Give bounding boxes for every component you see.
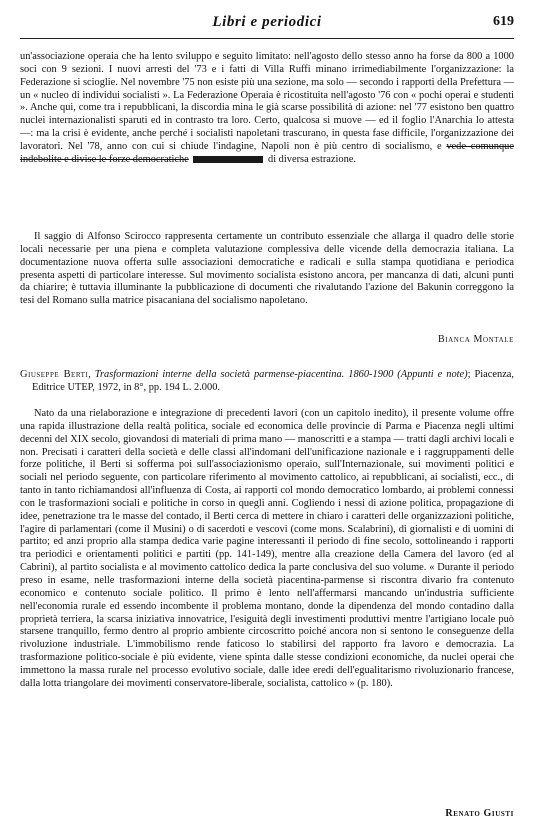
book-author: Giuseppe Berti — [20, 369, 89, 380]
struck-text: vede comunque indebolite e divise le forze democratiche — [20, 140, 514, 165]
review-one-conclusion: Il saggio di Alfonso Scirocco rappresenta certamente un contributo essenziale che allarga il quadro delle storie locali necessarie per una piena e completa valutazione complessiva delle vicende della democrazia italiana. La documentazione nuova offerta sulle associazioni democratiche e radicali e sulla stampa quotidiana e periodica presenta aspetti di particolare interesse. Sul movimento socialista esistono ancora, per mancanza di dati, alcuni punti da chiarire; è tuttavia illuminante la pubblicazione di documenti che rivalutando l'azione del Bakunin correggono la tesi del Romano sulla matrice pisacaniana del socialismo napoletano. — [20, 231, 514, 307]
bibliographic-entry: Giuseppe Berti, Trasformazioni interne della società parmense-piacentina. 1860-1900 (Appunti e note); Piacenza, Editrice UTEP, 1972, in 8°, pp. 194 L. 2.000. — [20, 369, 515, 393]
review-one-signature: Bianca Montale — [437, 334, 514, 345]
book-publication: ; Piacenza, Editrice UTEP, 1972, in 8°, pp. 194 L. 2.000. — [32, 369, 515, 393]
review-one-text: un'associazione operaia che ha lento sviluppo e seguito limitato: nell'agosto dello stesso anno ha forse da 800 a 1000 soci con 9 sezioni. I nuovi arresti del '73 e i fatti di Villa Ruffi minano irrimediabilmente l'organizzazione: la Federazione si scioglie. Nel novembre '75 non esiste più una sezione, ma solo — secondo i rapporti della Prefettura — un « nucleo di individui socialisti ». La Federazione Operaia è ricostituita nell'agosto '76 con « pochi operai e studenti ». Anche qui, come tra i repubblicani, la discordia mina le già scarse possibilità di azione: nel '77 esistono ben quattro nuclei internazionalisti sparuti ed in contrasto tra loro. Certo, qualcosa si muove — ed il foglio l'Anarchia lo attesta —: ma la crisi è evidente, anche perché i socialisti napoletani trascurano, in questa fase difficile, l'organizzazione dei lavoratori. Nel '78, anno con cui si chiude l'indagine, Napoli non è più centro di socialismo, e — [20, 51, 514, 152]
page-number: 619 — [493, 14, 514, 29]
review-two-body — [20, 408, 514, 691]
book-title: Trasformazioni interne della società parmense-piacentina. 1860-1900 (Appunti e note) — [94, 369, 468, 380]
review-one-continuation — [20, 51, 514, 167]
review-one-paragraph-2 — [20, 231, 514, 308]
review-one-text-end: di diversa estrazione. — [268, 153, 356, 165]
running-head — [20, 14, 514, 34]
review-two-signature: Renato Giusti — [445, 808, 514, 819]
header-rule — [20, 38, 514, 39]
running-title: Libri e periodici — [212, 14, 322, 30]
redaction-mark — [193, 156, 263, 163]
review-one-paragraph-1 — [20, 51, 514, 167]
review-two-paragraph: Nato da una rielaborazione e integrazione di precedenti lavori (con un capitolo inedito), il presente volume offre una rapida illustrazione della realtà politica, sociale ed economica delle provincie di Parma e Piacenza negli ultimi decenni del XIX secolo, giovandosi di materiali di prima mano — manoscritti e a stampa — tratti dagli archivi locali e non. Precisati i caratteri della società e delle classi all'indomani dell'unificazione nazionale e i raggruppamenti delle forze politiche, il Berti si sofferma poi sull'associazionismo operaio, sull'Internazionale, sui movimenti politici e sociali nel periodo seguente, con particolare riferimento al movimento cattolico, ai repubblicani, ai socialisti, ecc., di tanto in tanto richiamandosi all'influenza di Costa, ai rapporti col mondo democratico lombardo, ai problemi connessi con le trasformazioni sociali e politiche in corso in quegli anni. Cogliendo i nessi di azione politica, propagazione di idee, penetrazione tra le masse del contado, il Berti cerca di mettere in chiaro i caratteri delle organizzazioni politiche, l'agire di parlamentari (come il Musini) o di sacerdoti e vescovi (come mons. Scalabrini), di giornalisti e di uomini di partito; ed anzi proprio alla stampa dedica varie pagine interessanti il periodo di fine secolo, sottolineando i rapporti tra periodici e orientamenti politici e partiti (pp. 141-149), mentre alla creazione della Camera del lavoro (ed al Cabrini), al partito socialista e al movimento cattolico dedica la parte conclusiva del suo volume. « Durante il periodo preso in esame, nelle trasformazioni interne della società piacentina-parmense si riscontra divario fra contenuto economico e contenuto sociale politico. Il primo è lento nell'affermarsi mancando un'industria sufficiente nell'economia rurale ed essendo incombente il problema montano, donde la dipendenza del mondo contadino dalla proprietà terriera, la scarsa iniziativa innovatrice, l'esiguità degli investimenti produttivi mentre l'artigiano locale può starsene tranquillo, fermo dentro al proprio ambiente circoscritto poiché ancora non si sentono le conseguenze della rivoluzione industriale. L'immobilismo rende faticoso lo stabilirsi del rapporto fra lavoro e democrazia. La trasformazione politico-sociale è più evidente, viene spinta dalle stesse condizioni economiche, da nuclei operai che immettono la massa rurale nel processo evolutivo sociale, dalle idee eredi dell'egualitarismo rivoluzionario francese, dalla lotta triangolare dei movimenti conservatore-liberale, socialista, cattolico » (p. 180). — [20, 408, 514, 689]
